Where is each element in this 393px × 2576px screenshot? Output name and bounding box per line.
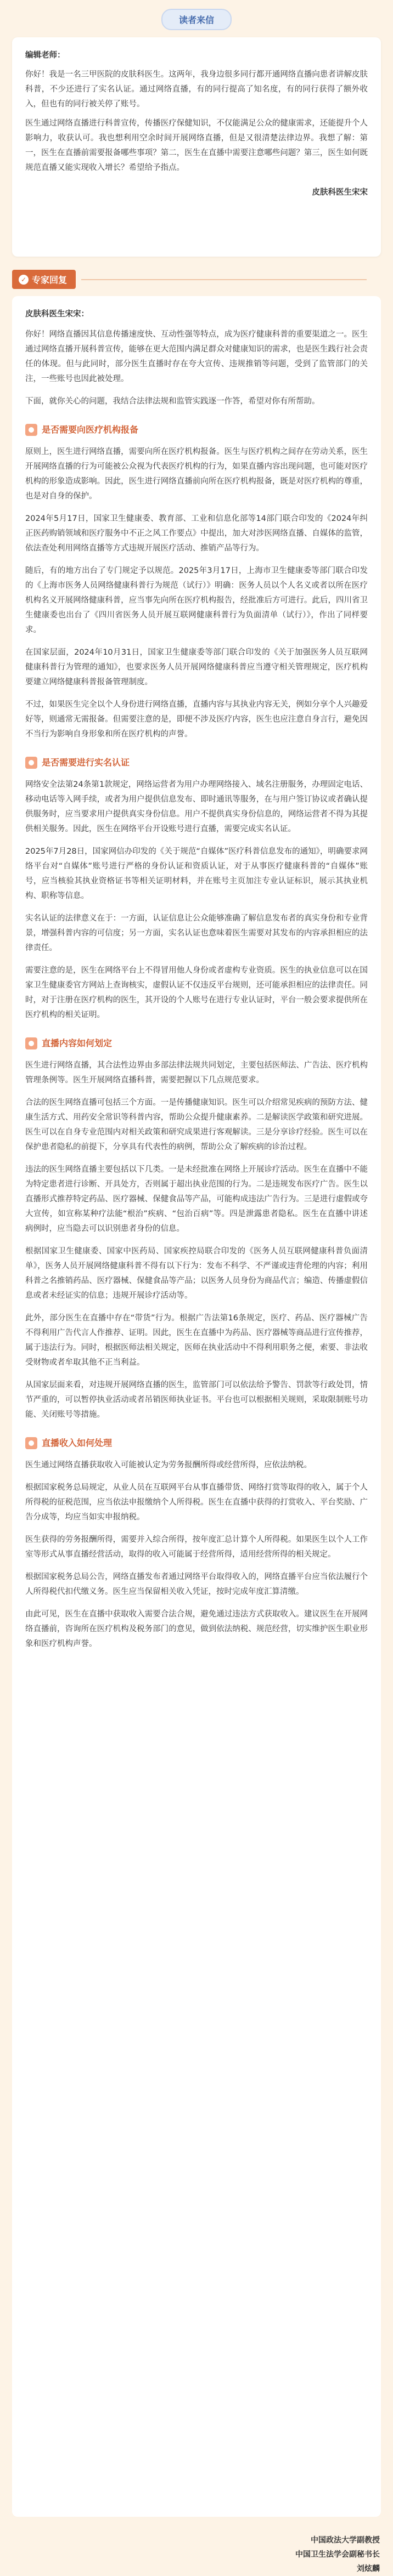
section-paragraph: 根据国家税务总局公告，网络直播发布者通过网络平台取得收入的，网络直播平台应当依法履行个人所得税代扣代缴义务。医生应当保留相关收入凭证，按时完成年度汇算清缴。	[25, 1573, 368, 1596]
section-paragraph: 随后，有的地方出台了专门规定予以规范。2025年3月17日，上海市卫生健康委等部门联合印发的《上海市医务人员网络健康科普行为规范（试行）》明确：医务人员以个人名义或者以所在医疗机构名义开展网络健康科普，应当事先向所在医疗机构报告，经批准后方可进行。此后，四川省卫生健康委也出台了《四川省医务人员开展互联网健康科普行为负面清单（试行）》，作出了同样要求。	[25, 566, 368, 634]
section-paragraph: 2024年5月17日，国家卫生健康委、教育部、工业和信息化部等14部门联合印发的《2024年纠正医药购销领域和医疗服务中不正之风工作要点》中提出，加大对涉医网络直播、自媒体的监管，依法查处利用网络直播等方式违规开展医疗活动、推销产品等行为。	[25, 514, 368, 553]
section-title: 是否需要进行实名认证	[42, 757, 130, 768]
section-paragraph: 实名认证的法律意义在于：一方面，认证信息让公众能够准确了解信息发布者的真实身份和专业背景，增强科普内容的可信度；另一方面，实名认证也意味着医生需要对其发布的内容承担相应的法律责任。	[25, 914, 368, 952]
letter-greeting: 编辑老师：	[25, 51, 65, 60]
reply-greeting: 皮肤科医生宋宋：	[25, 310, 89, 319]
divider	[81, 279, 367, 280]
section-paragraph: 医生获得的劳务报酬所得，需要并入综合所得，按年度汇总计算个人所得税。如果医生以个人工作室等形式从事直播经营活动，取得的收入可能属于经营所得，适用经营所得的相关规定。	[25, 1535, 368, 1559]
reply-intro-paragraph: 下面，就你关心的问题，我结合法律法规和监管实践逐一作答，希望对你有所帮助。	[25, 397, 320, 406]
letter-paragraph: 你好！我是一名三甲医院的皮肤科医生。这两年，我身边很多同行都开通网络直播向患者讲解皮肤科普，不少还进行了实名认证。通过网络直播，有的同行提高了知名度，有的同行获得了额外收入，但也有的同行被关停了账号。	[25, 70, 368, 109]
author-title: 中国政法大学副教授	[311, 2536, 380, 2545]
section-paragraph: 根据国家税务总局规定，从业人员在互联网平台从事直播带货、网络打赏等取得的收入，属于个人所得税的征税范围，应当依法申报缴纳个人所得税。医生在直播中获得的打赏收入、平台奖励、广告分成等，均应当如实申报纳税。	[25, 1483, 368, 1522]
section-paragraph: 合法的医生网络直播可包括三个方面。一是传播健康知识。医生可以介绍常见疾病的预防方法、健康生活方式、用药安全常识等科普内容，帮助公众提升健康素养。二是解读医学政策和研究进展。医生可以在自身专业范围内对相关政策和研究成果进行客观解读。三是分享诊疗经验。医生可以在保护患者隐私的前提下，分享具有代表性的病例，帮助公众了解疾病的诊治过程。	[25, 1098, 368, 1151]
section-paragraph: 医生通过网络直播获取收入可能被认定为劳务报酬所得或经营所得，应依法纳税。	[25, 1461, 312, 1469]
letter-paragraph: 医生通过网络直播进行科普宣传，传播医疗保健知识，不仅能满足公众的健康需求，还能提升个人影响力，收获认可。我也想利用空余时间开展网络直播，但是又很清楚法律边界。我想了解：第一，医生在直播前需要报备哪些事项？第二，医生在直播中需要注意哪些问题？第三，医生如何既规范直播又能实现收入增长？希望给予指点。	[25, 119, 368, 172]
reader-letter-card	[12, 37, 381, 257]
section-paragraph: 根据国家卫生健康委、国家中医药局、国家疾控局联合印发的《医务人员互联网健康科普负面清单》，医务人员开展网络健康科普不得有以下行为：发布不科学、不严谨或违背伦理的内容；利用科普之名推销药品、医疗器械、保健食品等产品；以医务人员身份为商品代言；编造、传播虚假信息或者未经证实的信息；违规开展诊疗活动等。	[25, 1247, 368, 1300]
section-bullet-icon	[25, 757, 37, 769]
expert-reply-label: 专家回复	[32, 275, 68, 285]
reader-letter-badge: 读者来信	[161, 9, 232, 30]
section-heading	[25, 422, 368, 437]
section-paragraph: 在国家层面，2024年10月31日，国家卫生健康委等部门联合印发的《关于加强医务人员互联网健康科普行为管理的通知》，也要求医务人员开展网络健康科普应当遵守相关管理规定，医疗机构要建立网络健康科普报备管理制度。	[25, 648, 368, 686]
section-title: 直播收入如何处理	[42, 1438, 113, 1448]
author-name: 刘炫麟	[357, 2564, 380, 2573]
header	[0, 9, 393, 30]
section-heading	[25, 755, 368, 770]
section-paragraph: 此外，部分医生在直播中存在“带货”行为。根据广告法第16条规定，医疗、药品、医疗器械广告不得利用广告代言人作推荐、证明。因此，医生在直播中为药品、医疗器械等商品进行宣传推荐，属于违法行为。同时，根据医师法相关规定，医师在执业活动中不得利用职务之便，索要、非法收受财物或者牟取其他不正当利益。	[25, 1314, 368, 1367]
letter-signature: 皮肤科医生宋宋	[312, 188, 368, 197]
reply-intro-paragraph: 你好！网络直播因其信息传播速度快、互动性强等特点，成为医疗健康科普的重要渠道之一。医生通过网络直播开展科普宣传，能够在更大范围内满足群众对健康知识的需求，也是医生践行社会责任的体现。但与此同时，部分医生直播时存在夸大宣传、违规推销等问题，受到了监管部门的关注，一些账号也因此被处理。	[25, 330, 368, 383]
section-bullet-icon	[25, 424, 37, 436]
section-paragraph: 医生进行网络直播，其合法性边界由多部法律法规共同划定，主要包括医师法、广告法、医疗机构管理条例等。医生开展网络直播科普，需要把握以下几点规范要求。	[25, 1061, 368, 1085]
section-paragraph: 原则上，医生进行网络直播，需要向所在医疗机构报备。医生与医疗机构之间存在劳动关系，医生开展网络直播的行为可能被公众视为代表医疗机构的行为，如果直播内容出现问题，也可能对医疗机构的形象造成影响。因此，医生进行网络直播前向所在医疗机构报备，既是对医疗机构的尊重，也是对自身的保护。	[25, 447, 368, 501]
section-bullet-icon	[25, 1437, 37, 1449]
author-title: 中国卫生法学会副秘书长	[295, 2550, 380, 2559]
section-paragraph: 2025年7月28日，国家网信办印发的《关于规范“自媒体”医疗科普信息发布的通知》，明确要求网络平台对“自媒体”账号进行严格的身份认证和资质认证，对于从事医疗健康科普的“自媒体”账号，应当核验其执业资格证书等相关证明材料，并在账号主页加注专业认证标识，展示其执业机构、职称等信息。	[25, 847, 368, 900]
section-bullet-icon	[25, 1037, 37, 1049]
section-title: 直播内容如何划定	[42, 1038, 113, 1048]
section-paragraph: 由此可见，医生在直播中获取收入需要合法合规，避免通过违法方式获取收入。建议医生在开展网络直播前，咨询所在医疗机构及税务部门的意见，做到依法纳税、规范经营，切实维护医生职业形象和医疗机构声誉。	[25, 1610, 368, 1648]
section-paragraph: 违法的医生网络直播主要包括以下几类。一是未经批准在网络上开展诊疗活动。医生在直播中不能为特定患者进行诊断、开具处方，否则属于超出执业范围的行为。二是违规发布医疗广告。医生以直播形式推荐特定药品、医疗器械、保健食品等产品，可能构成违法广告行为。三是进行虚假或夸大宣传，如宣称某种疗法能“根治”疾病、“包治百病”等。四是泄露患者隐私。医生在直播中讲述病例时，应当隐去可以识别患者身份的信息。	[25, 1165, 368, 1233]
section-paragraph: 从国家层面来看，对违规开展网络直播的医生，监管部门可以依法给予警告、罚款等行政处罚，情节严重的，可以暂停执业活动或者吊销医师执业证书。平台也可以根据相关规则，采取限制账号功能、关闭账号等措施。	[25, 1381, 368, 1419]
expert-reply-tag	[12, 270, 76, 289]
chat-bubble-icon: ✓	[19, 275, 29, 285]
section-heading	[25, 1036, 368, 1051]
section-paragraph: 不过，如果医生完全以个人身份进行网络直播，直播内容与其执业内容无关，例如分享个人兴趣爱好等，则通常无需报备。但需要注意的是，即便不涉及医疗内容，医生也应注意自身言行，避免因不当行为影响自身形象和所在医疗机构的声誉。	[25, 700, 368, 739]
expert-reply-header	[12, 270, 367, 289]
section-paragraph: 网络安全法第24条第1款规定，网络运营者为用户办理网络接入、域名注册服务，办理固定电话、移动电话等入网手续，或者为用户提供信息发布、即时通讯等服务，在与用户签订协议或者确认提供服务时，应当要求用户提供真实身份信息。用户不提供真实身份信息的，网络运营者不得为其提供相关服务。因此，医生在网络平台开设账号进行直播，需要完成实名认证。	[25, 780, 368, 833]
section-title: 是否需要向医疗机构报备	[42, 424, 139, 435]
section-heading	[25, 1435, 368, 1450]
section-paragraph: 需要注意的是，医生在网络平台上不得冒用他人身份或者虚构专业资质。医生的执业信息可以在国家卫生健康委官方网站上查询核实，虚假认证不仅违反平台规则，还可能承担相应的法律责任。同时，对于注册在医疗机构的医生，其开设的个人账号在进行专业认证时，平台一般会要求提供所在医疗机构的相关证明。	[25, 966, 368, 1019]
author-credit	[295, 2533, 380, 2576]
expert-reply-card	[12, 296, 381, 2517]
